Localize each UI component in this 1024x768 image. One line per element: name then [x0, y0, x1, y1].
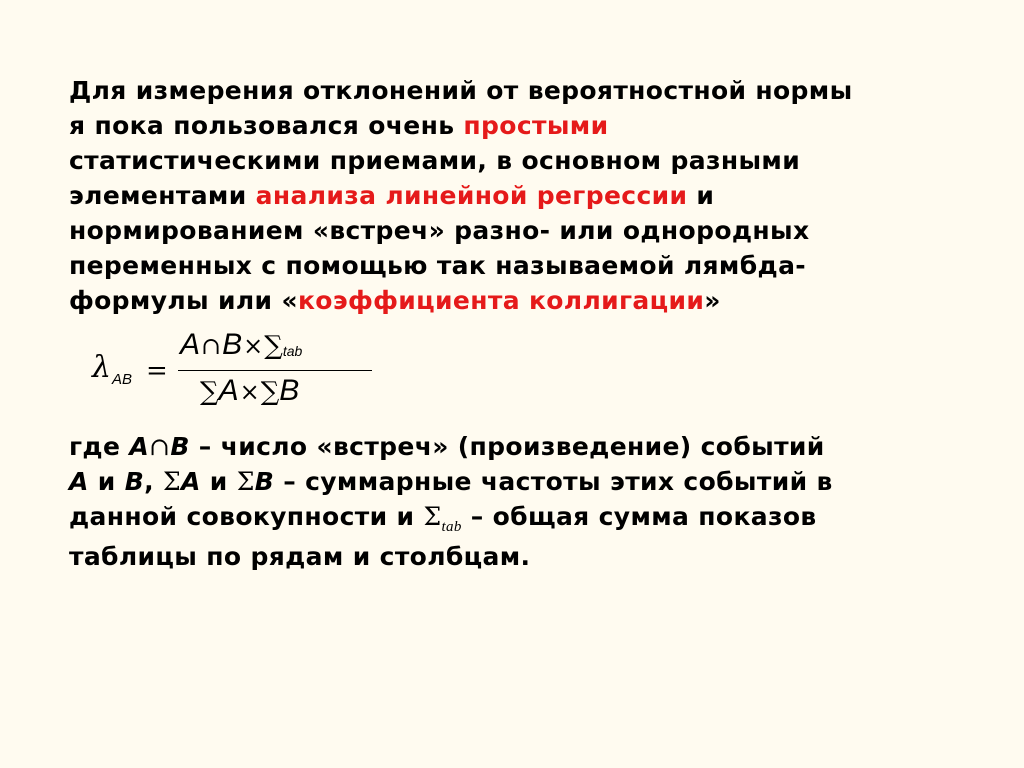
intro-text: нормированием «встреч» разно- или однородных: [69, 216, 810, 245]
explanation-line-3: [69, 499, 969, 539]
explanation-text: – суммарные частоты этих событий в: [274, 467, 833, 496]
times-symbol: ×: [243, 332, 264, 360]
highlight-colligation-coefficient: коэффициента коллигации: [297, 286, 705, 315]
explanation-text: таблицы по рядам и столбцам.: [69, 542, 531, 571]
sigma-symbol: Σ: [423, 502, 442, 531]
highlight-simple-methods: простыми: [463, 111, 609, 140]
sigma-symbol: Σ: [163, 467, 182, 496]
intro-text: элементами: [69, 181, 256, 210]
explanation-line-2: [69, 464, 969, 499]
explanation-text: данной совокупности и: [69, 502, 424, 531]
intro-line-6: [69, 248, 969, 283]
formula-denominator: [200, 374, 299, 408]
explanation-text: – число «встреч» (произведение) событий: [189, 432, 825, 461]
intro-text: »: [704, 286, 721, 315]
tab-subscript: tab: [441, 519, 462, 535]
intro-line-3: [69, 143, 969, 178]
explanation-paragraph: [69, 429, 969, 574]
variable-a: A: [69, 467, 89, 496]
formula-numerator: [180, 328, 302, 362]
variable-a: A: [181, 467, 201, 496]
variable-b: B: [254, 467, 275, 496]
denominator-a: A: [218, 374, 239, 407]
variable-b: B: [170, 432, 190, 461]
numerator-a: A: [180, 328, 201, 361]
intro-text: и: [687, 181, 715, 210]
sum-symbol: ∑: [200, 377, 219, 407]
intro-line-1: [69, 73, 969, 108]
explanation-line-4: [69, 539, 969, 574]
intro-paragraph: [69, 73, 969, 318]
times-symbol: ×: [239, 378, 260, 406]
intersection-symbol: ∩: [149, 432, 171, 461]
equals-sign: =: [146, 356, 168, 386]
variable-b: B: [124, 467, 145, 496]
sum-symbol: ∑: [264, 331, 283, 361]
lambda-symbol: λ: [92, 350, 112, 385]
sum-symbol: ∑: [260, 377, 280, 407]
intro-text: формулы или «: [69, 286, 298, 315]
intro-text: переменных с помощью так называемой лямбда-: [69, 251, 807, 280]
intro-line-5: [69, 213, 969, 248]
intersection-symbol: ∩: [201, 332, 222, 360]
highlight-linear-regression: анализа линейной регрессии: [255, 181, 688, 210]
explanation-text: и: [88, 467, 125, 496]
intro-text: статистическими приемами, в основном разными: [69, 146, 801, 175]
explanation-text: ,: [144, 467, 163, 496]
explanation-text: где: [69, 432, 130, 461]
tab-subscript: tab: [282, 343, 303, 359]
intro-line-2: [69, 108, 969, 143]
explanation-text: – общая сумма показов: [461, 502, 817, 531]
denominator-b: B: [279, 374, 300, 407]
intro-text: я пока пользовался очень: [69, 111, 464, 140]
intro-line-4: [69, 178, 969, 213]
variable-a: A: [129, 432, 150, 461]
explanation-line-1: [69, 429, 969, 464]
numerator-b: B: [222, 328, 243, 361]
explanation-text: и: [200, 467, 237, 496]
sigma-symbol: Σ: [236, 467, 255, 496]
lambda-subscript: AB: [112, 371, 133, 388]
fraction-bar: [178, 370, 372, 371]
intro-line-7: [69, 283, 969, 318]
intro-text: Для измерения отклонений от вероятностной нормы: [69, 76, 853, 105]
lambda-formula: [88, 326, 388, 418]
